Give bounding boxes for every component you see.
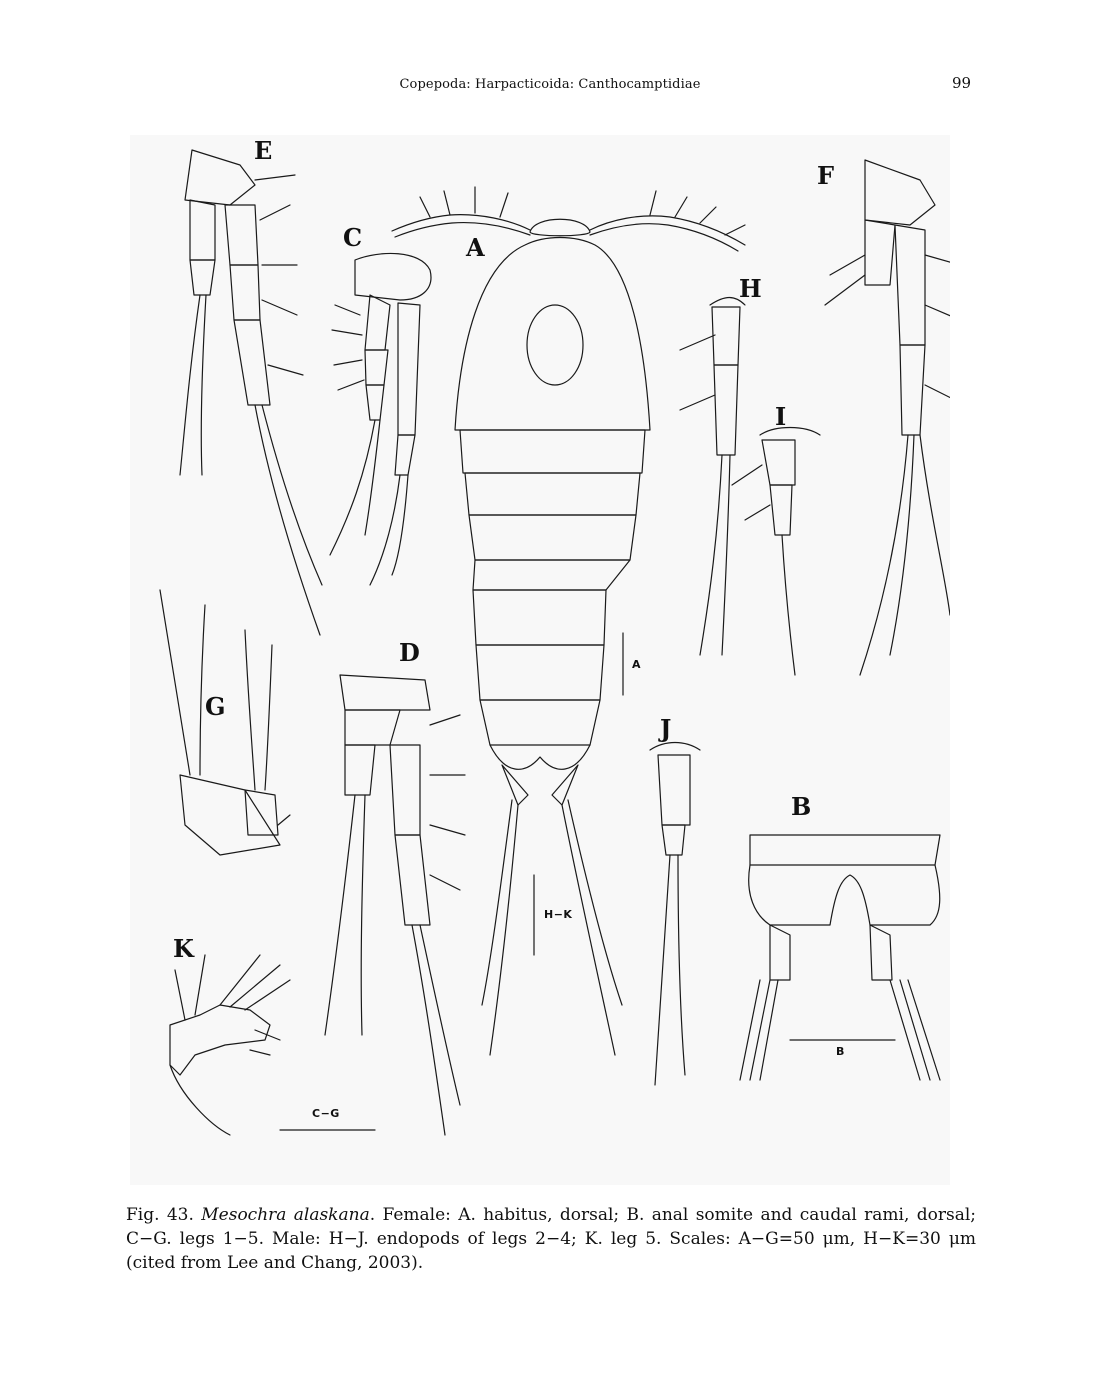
leg-1-drawing — [330, 253, 431, 585]
panel-label-a: A — [466, 233, 485, 262]
panel-label-g: G — [205, 692, 226, 721]
male-leg-5-drawing — [170, 955, 375, 1135]
panel-label-d: D — [399, 638, 420, 667]
leg-2-drawing — [180, 150, 322, 635]
panel-label-h: H — [739, 274, 762, 303]
leg-3-endopod-drawing — [732, 428, 820, 676]
caption-figure-label: Fig. 43. — [126, 1205, 194, 1225]
panel-label-i: I — [775, 402, 787, 431]
panel-label-f: F — [817, 161, 835, 190]
running-header: Copepoda: Harpacticoida: Canthocamptidiae — [399, 77, 701, 92]
scale-label-a: A — [632, 658, 642, 671]
leg-4-endopod-drawing — [650, 743, 700, 1086]
panel-label-c: C — [343, 223, 363, 252]
panel-label-j: J — [660, 714, 672, 743]
scale-label-h-k: H−K — [544, 908, 573, 921]
figure-plate — [130, 135, 950, 1185]
page-number: 99 — [952, 74, 972, 92]
scale-label-c-g: C−G — [312, 1107, 340, 1120]
panel-label-k: K — [173, 934, 194, 963]
caption-text: . Female: A. habitus, dorsal; B. anal somite and caudal rami, dorsal; C−G. legs 1−5. Male: H−J. endopods of legs 2−4; K. leg 5. Scales: A−G=50 μm, H−K=30 μm (cited from Lee and Chang, 2003). — [126, 1205, 976, 1273]
leg-2-endopod-drawing — [680, 298, 745, 656]
anal-somite-drawing — [740, 835, 940, 1080]
habitus-drawing — [392, 187, 745, 1055]
scale-label-b: B — [836, 1045, 845, 1058]
leg-4-drawing — [825, 160, 950, 675]
figure-caption — [126, 1203, 976, 1275]
caption-species-name: Mesochra alaskana — [201, 1205, 370, 1225]
panel-label-b: B — [791, 792, 812, 821]
leg-3-drawing — [325, 675, 465, 1135]
figure-drawings — [130, 135, 950, 1185]
leg-5-drawing — [160, 590, 290, 855]
panel-label-e: E — [254, 136, 273, 165]
